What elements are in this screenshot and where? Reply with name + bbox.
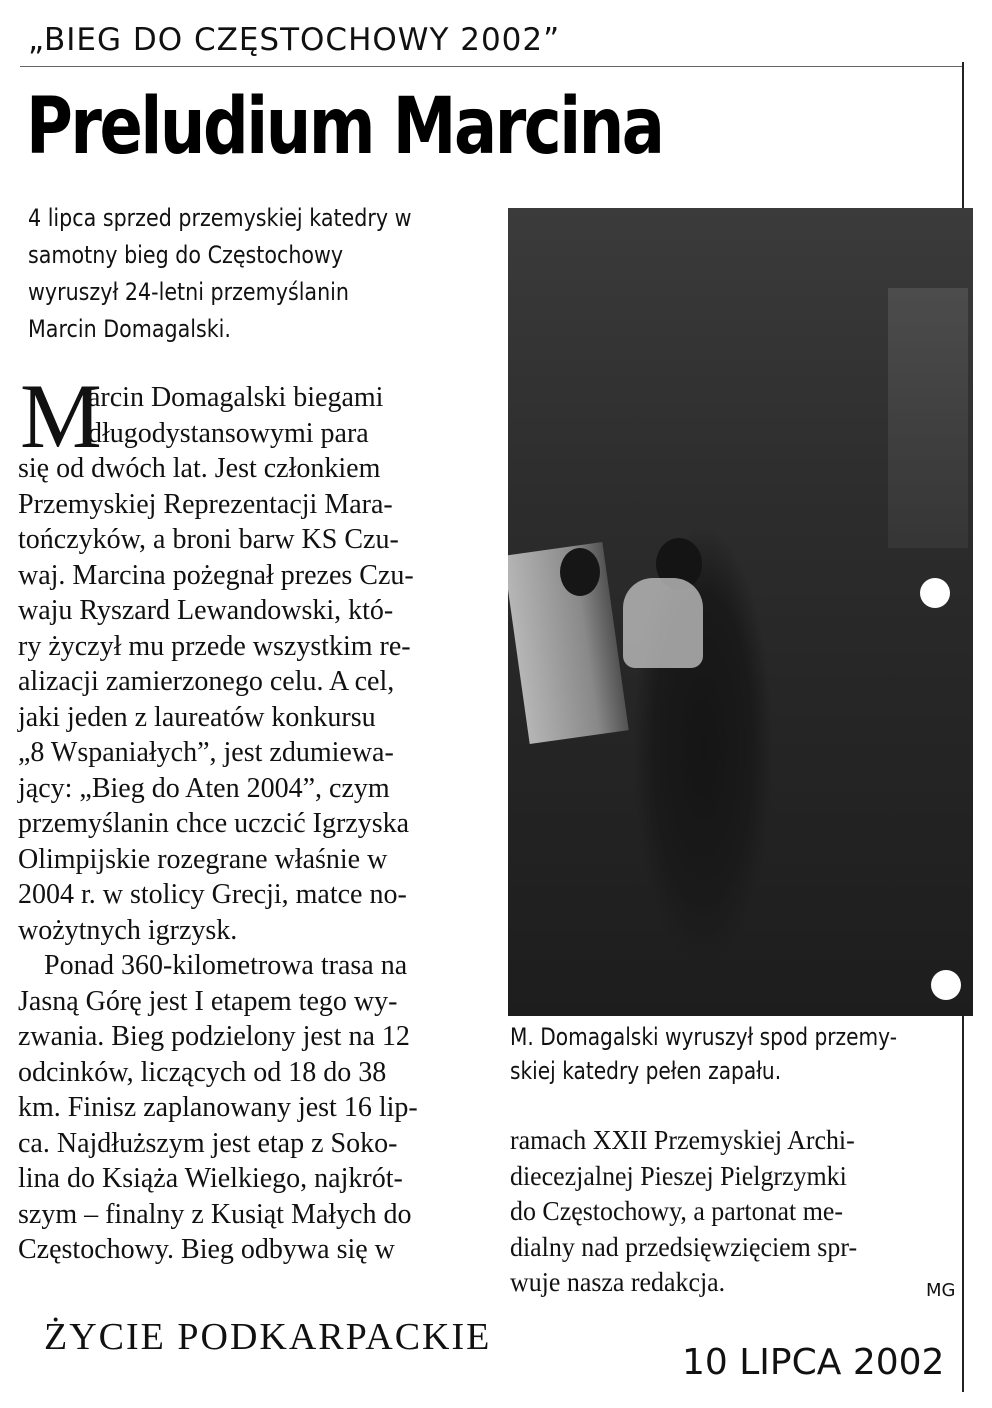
lead-line: wyruszył 24-letni przemyślanin	[28, 278, 349, 306]
body-line: Olimpijskie rozegrane właśnie w	[18, 843, 388, 875]
body-line: się od dwóch lat. Jest członkiem	[18, 453, 381, 484]
photo-figure-detail	[618, 508, 788, 968]
punch-hole-icon	[920, 578, 950, 608]
body-column-right	[510, 1123, 965, 1301]
body-line: diecezjalnej Pieszej Pielgrzymki	[510, 1160, 847, 1191]
punch-hole-icon	[931, 970, 961, 1000]
top-rule	[20, 66, 964, 67]
body-line: lina do Książa Wielkiego, najkrót-	[18, 1163, 403, 1194]
body-line: 2004 r. w stolicy Grecji, matce no-	[18, 879, 407, 910]
body-line: km. Finisz zaplanowany jest 16 lip-	[18, 1092, 418, 1123]
photo-runner-image	[508, 208, 973, 1016]
photo-shirt-detail	[623, 578, 703, 668]
body-line: arcin Domagalski biegami	[88, 382, 384, 413]
body-line: wuje nasza redakcja.	[510, 1267, 726, 1297]
newspaper-name: ŻYCIE PODKARPACKIE	[44, 1316, 492, 1358]
photo-head-detail	[560, 548, 600, 596]
body-line: długodystansowymi para	[88, 417, 369, 449]
body-line: Ponad 360-kilometrowa trasa na	[44, 950, 408, 981]
photo-caption	[510, 1020, 965, 1088]
drop-cap: M	[20, 365, 102, 467]
body-line: ramach XXII Przemyskiej Archi-	[510, 1125, 855, 1155]
body-line: „8 Wspaniałych”, jest zdumiewa-	[18, 737, 394, 768]
body-line: Przemyskiej Reprezentacji Mara-	[18, 488, 393, 520]
body-line: Jasną Górę jest I etapem tego wy-	[18, 985, 398, 1017]
body-line: odcinków, liczących od 18 do 38	[18, 1056, 387, 1088]
photo-window-detail	[888, 288, 968, 548]
body-line: waj. Marcina pożegnał prezes Czu-	[18, 559, 414, 591]
body-line: dialny nad przedsięwzięciem spr-	[510, 1231, 858, 1262]
body-line: do Częstochowy, a partonat me-	[510, 1196, 844, 1226]
lead-line: Marcin Domagalski.	[28, 315, 231, 343]
lead-line: samotny bieg do Częstochowy	[28, 241, 344, 269]
body-line: jący: „Bieg do Aten 2004”, czym	[18, 772, 390, 804]
body-line: ca. Najdłuższym jest etap z Soko-	[18, 1127, 398, 1159]
kicker: „BIEG DO CZĘSTOCHOWY 2002”	[28, 22, 561, 58]
headline: Preludium Marcina	[26, 82, 663, 172]
body-line: wożytnych igrzysk.	[18, 914, 238, 946]
body-line: przemyślanin chce uczcić Igrzyska	[18, 808, 410, 839]
body-line: Częstochowy. Bieg odbywa się w	[18, 1234, 395, 1265]
body-line: jaki jeden z laureatów konkursu	[18, 701, 376, 733]
lead-line: 4 lipca sprzed przemyskiej katedry w	[28, 204, 412, 232]
body-line: tończyków, a broni barw KS Czu-	[18, 524, 399, 555]
caption-line: M. Domagalski wyruszył spod przemy-	[510, 1023, 898, 1051]
body-line: alizacji zamierzonego celu. A cel,	[18, 666, 395, 697]
body-line: szym – finalny z Kusiąt Małych do	[18, 1198, 412, 1230]
publication-date: 10 LIPCA 2002	[682, 1342, 945, 1383]
body-line: ry życzył mu przede wszystkim re-	[18, 630, 411, 662]
body-column-left	[18, 380, 488, 1268]
caption-line: skiej katedry pełen zapału.	[510, 1057, 782, 1085]
body-line: waju Ryszard Lewandowski, któ-	[18, 595, 394, 626]
author-signature: MG	[926, 1280, 956, 1301]
body-line: zwania. Bieg podzielony jest na 12	[18, 1021, 410, 1052]
lead-paragraph	[28, 200, 498, 348]
